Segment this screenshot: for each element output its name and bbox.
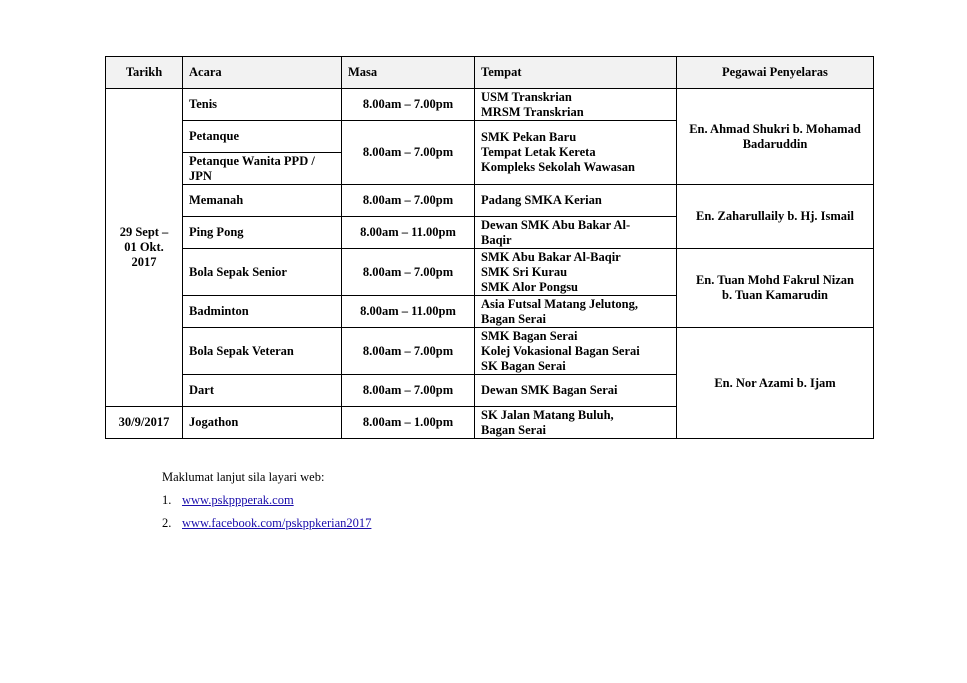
venue-cell	[475, 296, 677, 328]
venue-line: SMK Alor Pongsu	[481, 279, 579, 294]
header-tempat: Tempat	[475, 57, 677, 89]
venue-line: SK Bagan Serai	[481, 358, 566, 373]
event-cell: Ping Pong	[183, 217, 342, 249]
schedule-table	[105, 56, 874, 439]
date-line: 2017	[131, 255, 157, 269]
venue-line: SK Jalan Matang Buluh,	[481, 407, 614, 422]
venue-line: Dewan SMK Abu Bakar Al-	[481, 217, 631, 232]
officer-line: En. Tuan Mohd Fakrul Nizan	[695, 273, 855, 287]
list-item	[162, 516, 371, 531]
list-item	[162, 493, 371, 508]
venue-line: Kompleks Sekolah Wawasan	[481, 160, 635, 174]
event-cell: Dart	[183, 375, 342, 407]
event-cell: Bola Sepak Senior	[183, 249, 342, 296]
facebook-link[interactable]: www.facebook.com/pskppkerian2017	[182, 516, 372, 530]
venue-cell	[475, 121, 677, 185]
time-cell: 8.00am – 11.00pm	[342, 217, 475, 249]
venue-cell: Padang SMKA Kerian	[475, 185, 677, 217]
venue-cell	[475, 89, 677, 121]
venue-line: SMK Bagan Serai	[481, 328, 578, 343]
header-acara: Acara	[183, 57, 342, 89]
date-cell-1	[106, 89, 183, 407]
venue-line: SMK Pekan Baru	[481, 130, 577, 144]
list-number: 2.	[162, 516, 172, 530]
event-cell: Memanah	[183, 185, 342, 217]
venue-line: Kolej Vokasional Bagan Serai	[481, 343, 640, 358]
time-cell: 8.00am – 7.00pm	[342, 375, 475, 407]
venue-cell	[475, 249, 677, 296]
table-header-row	[106, 57, 874, 89]
header-tarikh: Tarikh	[106, 57, 183, 89]
event-cell: Petanque Wanita PPD / JPN	[183, 153, 342, 185]
venue-cell	[475, 217, 677, 249]
venue-cell	[475, 407, 677, 439]
table-row	[106, 249, 874, 296]
venue-line: Baqir	[481, 232, 512, 247]
time-cell: 8.00am – 7.00pm	[342, 89, 475, 121]
footer-intro: Maklumat lanjut sila layari web:	[162, 470, 325, 484]
event-cell: Bola Sepak Veteran	[183, 328, 342, 375]
table-row	[106, 89, 874, 121]
officer-line: En. Nor Azami b. Ijam	[714, 375, 836, 390]
officer-cell	[677, 185, 874, 249]
time-cell: 8.00am – 1.00pm	[342, 407, 475, 439]
venue-line: SMK Abu Bakar Al-Baqir	[481, 249, 621, 264]
footer-info	[162, 470, 371, 539]
venue-line: USM Transkrian	[481, 89, 572, 104]
date-line: 29 Sept –	[119, 225, 169, 239]
header-pegawai: Pegawai Penyelaras	[677, 57, 874, 89]
venue-line: SMK Sri Kurau	[481, 264, 568, 279]
time-cell: 8.00am – 7.00pm	[342, 328, 475, 375]
venue-line: Bagan Serai	[481, 422, 546, 437]
website-link[interactable]: www.pskppperak.com	[182, 493, 294, 507]
venue-cell: Dewan SMK Bagan Serai	[475, 375, 677, 407]
table-row	[106, 185, 874, 217]
venue-line: Asia Futsal Matang Jelutong,	[481, 296, 638, 311]
officer-cell	[677, 249, 874, 328]
date-cell-2: 30/9/2017	[106, 407, 183, 439]
header-masa: Masa	[342, 57, 475, 89]
officer-line: En. Zaharullaily b. Hj. Ismail	[695, 209, 855, 223]
event-cell: Petanque	[183, 121, 342, 153]
list-number: 1.	[162, 493, 172, 507]
officer-cell	[677, 328, 874, 439]
time-cell: 8.00am – 7.00pm	[342, 249, 475, 296]
venue-cell	[475, 328, 677, 375]
officer-line: Badaruddin	[742, 136, 808, 151]
link-list	[162, 493, 371, 531]
table-row	[106, 328, 874, 375]
time-cell: 8.00am – 7.00pm	[342, 121, 475, 185]
event-cell: Jogathon	[183, 407, 342, 439]
event-cell: Tenis	[183, 89, 342, 121]
time-cell: 8.00am – 7.00pm	[342, 185, 475, 217]
date-line: 01 Okt.	[124, 240, 164, 254]
officer-cell	[677, 89, 874, 185]
venue-line: Tempat Letak Kereta	[481, 145, 596, 159]
event-cell: Badminton	[183, 296, 342, 328]
venue-line: Bagan Serai	[481, 311, 546, 326]
time-cell: 8.00am – 11.00pm	[342, 296, 475, 328]
venue-line: MRSM Transkrian	[481, 104, 584, 119]
officer-line: b. Tuan Kamarudin	[722, 288, 828, 302]
officer-line: En. Ahmad Shukri b. Mohamad	[689, 121, 861, 136]
